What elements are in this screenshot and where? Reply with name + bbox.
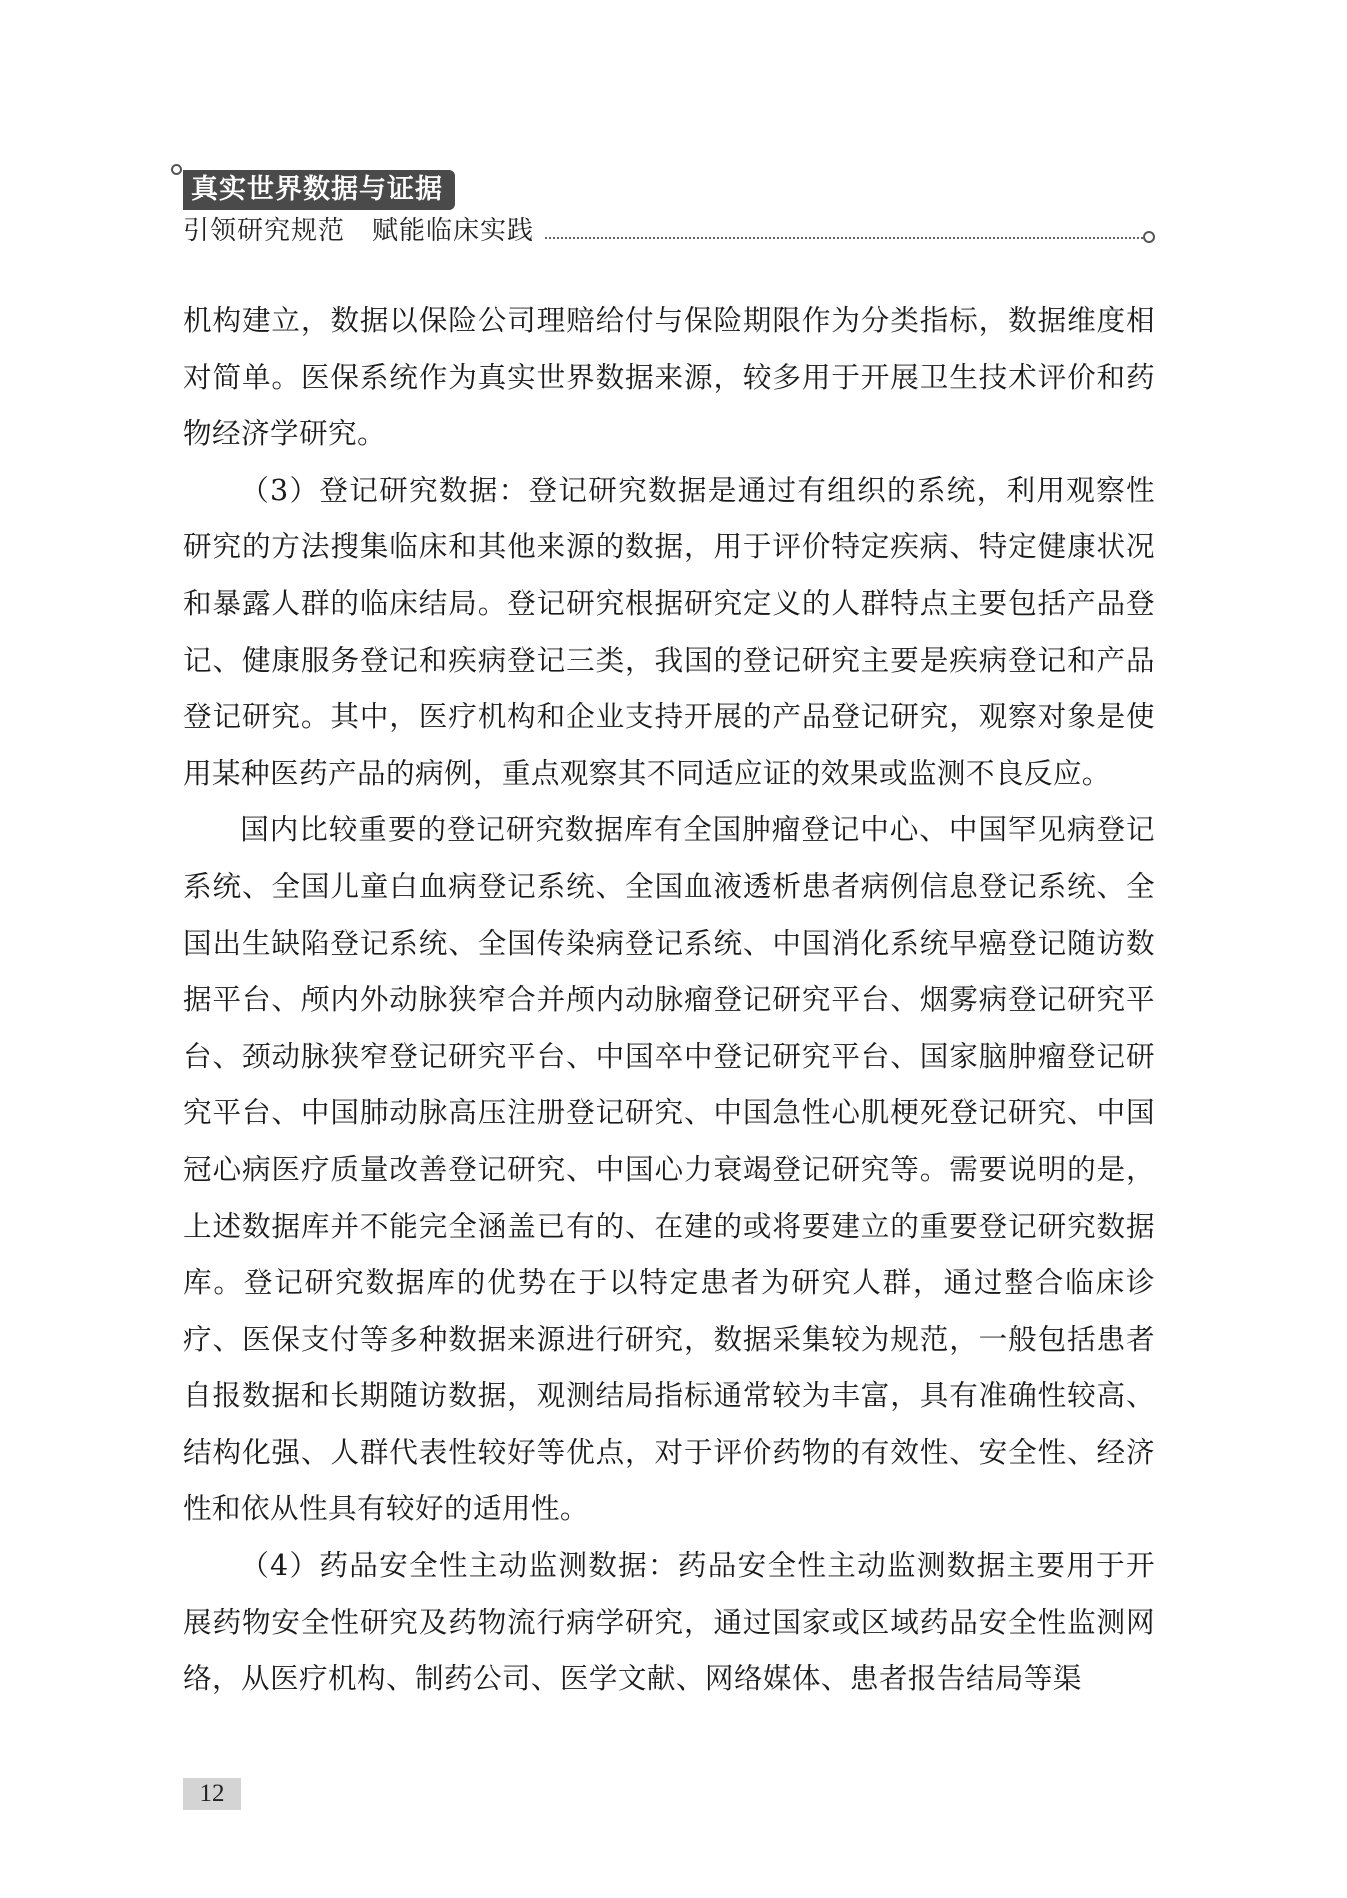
page-number: 12 (183, 1778, 241, 1810)
paragraph-continued: 机构建立，数据以保险公司理赔给付与保险期限作为分类指标，数据维度相对简单。医保系统作为真实世界数据来源，较多用于开展卫生技术评价和药物经济学研究。 (183, 303, 1155, 451)
paragraph-registry-databases: 国内比较重要的登记研究数据库有全国肿瘤登记中心、中国罕见病登记系统、全国儿童白血病登记系统、全国血液透析患者病例信息登记系统、全国出生缺陷登记系统、全国传染病登记系统、中国消化系统早癌登记随访数据平台、颅内外动脉狭窄合并颅内动脉瘤登记研究平台、烟雾病登记研究平台、颈动脉狭窄登记研究平台、中国卒中登记研究平台、国家脑肿瘤登记研究平台、中国肺动脉高压注册登记研究、中国急性心肌梗死登记研究、中国冠心病医疗质量改善登记研究、中国心力衰竭登记研究等。需要说明的是，上述数据库并不能完全涵盖已有的、在建的或将要建立的重要登记研究数据库。登记研究数据库的优势在于以特定患者为研究人群，通过整合临床诊疗、医保支付等多种数据来源进行研究，数据采集较为规范，一般包括患者自报数据和长期随访数据，观测结局指标通常较为丰富，具有准确性较高、结构化强、人群代表性较好等优点，对于评价药物的有效性、安全性、经济性和依从性具有较好的适用性。 (183, 812, 1155, 1526)
header-ornament-dot (171, 164, 182, 175)
book-title-banner: 真实世界数据与证据 (183, 170, 455, 210)
paragraph-drug-safety-monitoring: （4）药品安全性主动监测数据：药品安全性主动监测数据主要用于开展药物安全性研究及药物流行病学研究，通过国家或区域药品安全性监测网络，从医疗机构、制药公司、医学文献、网络媒体、患者报告结局等渠 (183, 1548, 1155, 1696)
header-dotted-rule (545, 237, 1143, 239)
book-subtitle: 引领研究规范 赋能临床实践 (183, 216, 535, 246)
paragraph-registry-data: （3）登记研究数据：登记研究数据是通过有组织的系统，利用观察性研究的方法搜集临床和其他来源的数据，用于评价特定疾病、特定健康状况和暴露人群的临床结局。登记研究根据研究定义的人群特点主要包括产品登记、健康服务登记和疾病登记三类，我国的登记研究主要是疾病登记和产品登记研究。其中，医疗机构和企业支持开展的产品登记研究，观察对象是使用某种医药产品的病例，重点观察其不同适应证的效果或监测不良反应。 (183, 472, 1155, 790)
page-body (183, 292, 1155, 1707)
running-header (0, 0, 1347, 260)
header-rule-end-dot (1143, 231, 1155, 243)
